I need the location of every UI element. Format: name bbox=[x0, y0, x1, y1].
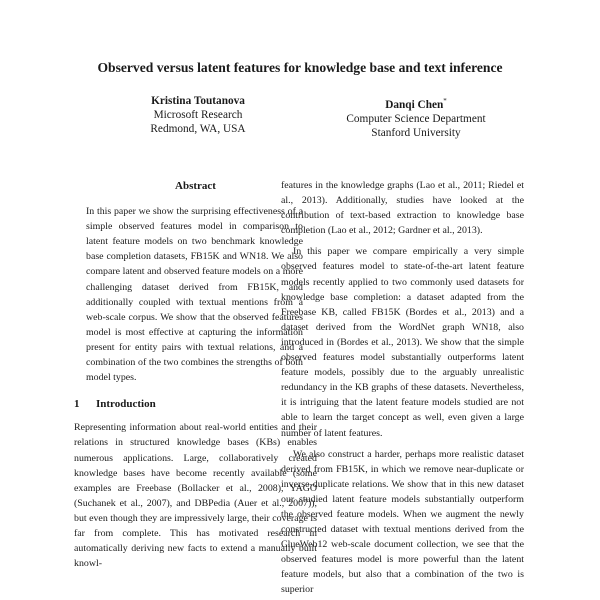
author-location: Redmond, WA, USA bbox=[150, 123, 246, 135]
right-column bbox=[281, 178, 524, 598]
intro-paragraph-2: In this paper we compare empirically a very simple observed features model to state-of-the-art latent feature models recently applied to two commonly used datasets for knowledge base completion: a dataset adapted from the Freebase KB, called FB15K (Bordes et al., 2013) and a dataset derived from the WordNet graph WN18, also introduced in (Bordes et al., 2013). We show that the simple observed features model substantially outperforms latent feature models, possibly due to the arguably unrealistic redundancy in the KB graphs of these datasets. Nevertheless, it is intriguing that the latent feature models studied are not able to learn the target concept as well, even given a large number of latent features. bbox=[281, 246, 524, 439]
author-name: Danqi Chen bbox=[385, 98, 444, 111]
author-affiliation: Computer Science Department bbox=[346, 112, 486, 125]
intro-paragraph-continued: features in the knowledge graphs (Lao et al., 2011; Riedel et al., 2013). Additionally, studies have looked at the contribution of text-based extraction to knowledge base completion (Lao et al., 2012; Gardner et al., 2013). bbox=[281, 180, 524, 237]
abstract-body: In this paper we show the surprising effectiveness of a simple observed features model in comparison to latent feature models on two benchmark knowledge base completion datasets, FB15K and WN18. We also compare latent and observed feature models on a more challenging dataset derived from FB15K, and additionally coupled with textual mentions from a web-scale corpus. We show that the observed features model is most effective at capturing the information present for entity pairs with textual relations, and a combination of the two combines the strengths of both model types. bbox=[86, 206, 303, 384]
author-location: Stanford University bbox=[371, 126, 461, 139]
author-affiliation: Microsoft Research bbox=[153, 109, 243, 121]
paper-title: Observed versus latent features for knowledge base and text inference bbox=[97, 60, 503, 75]
author-footnote-marker: * bbox=[443, 97, 447, 105]
author-name: Kristina Toutanova bbox=[151, 95, 245, 107]
section-title: Introduction bbox=[96, 398, 156, 411]
intro-paragraph-3: We also construct a harder, perhaps more realistic dataset derived from FB15K, in which we remove near-duplicate or inverse-duplicate relations. We show that in this new dataset our studied latent feature models substantially outperform the observed feature models. When we augment the newly constructed dataset with textual mentions derived from the ClueWeb12 web-scale document collection, we see that the observed features model is more powerful than the latent feature models, but also that a combination of the two is superior bbox=[281, 448, 524, 596]
section-number: 1 bbox=[74, 398, 80, 411]
author-name-line bbox=[286, 94, 546, 112]
abstract-heading: Abstract bbox=[175, 180, 216, 192]
intro-paragraph-1: Representing information about real-world entities and their relations in structured knowledge bases (KBs) enables numerous applications. Large, collaboratively created knowledge bases have become recently available (some examples are Freebase (Bollacker et al., 2008), YAGO (Suchanek et al., 2007), and DBPedia (Auer et al., 2007)), but even though they are impressively large, their coverage is far from complete. This has motivated research in automatically deriving new facts to extend a manually built knowl- bbox=[74, 422, 317, 570]
author-block-2 bbox=[286, 94, 546, 140]
